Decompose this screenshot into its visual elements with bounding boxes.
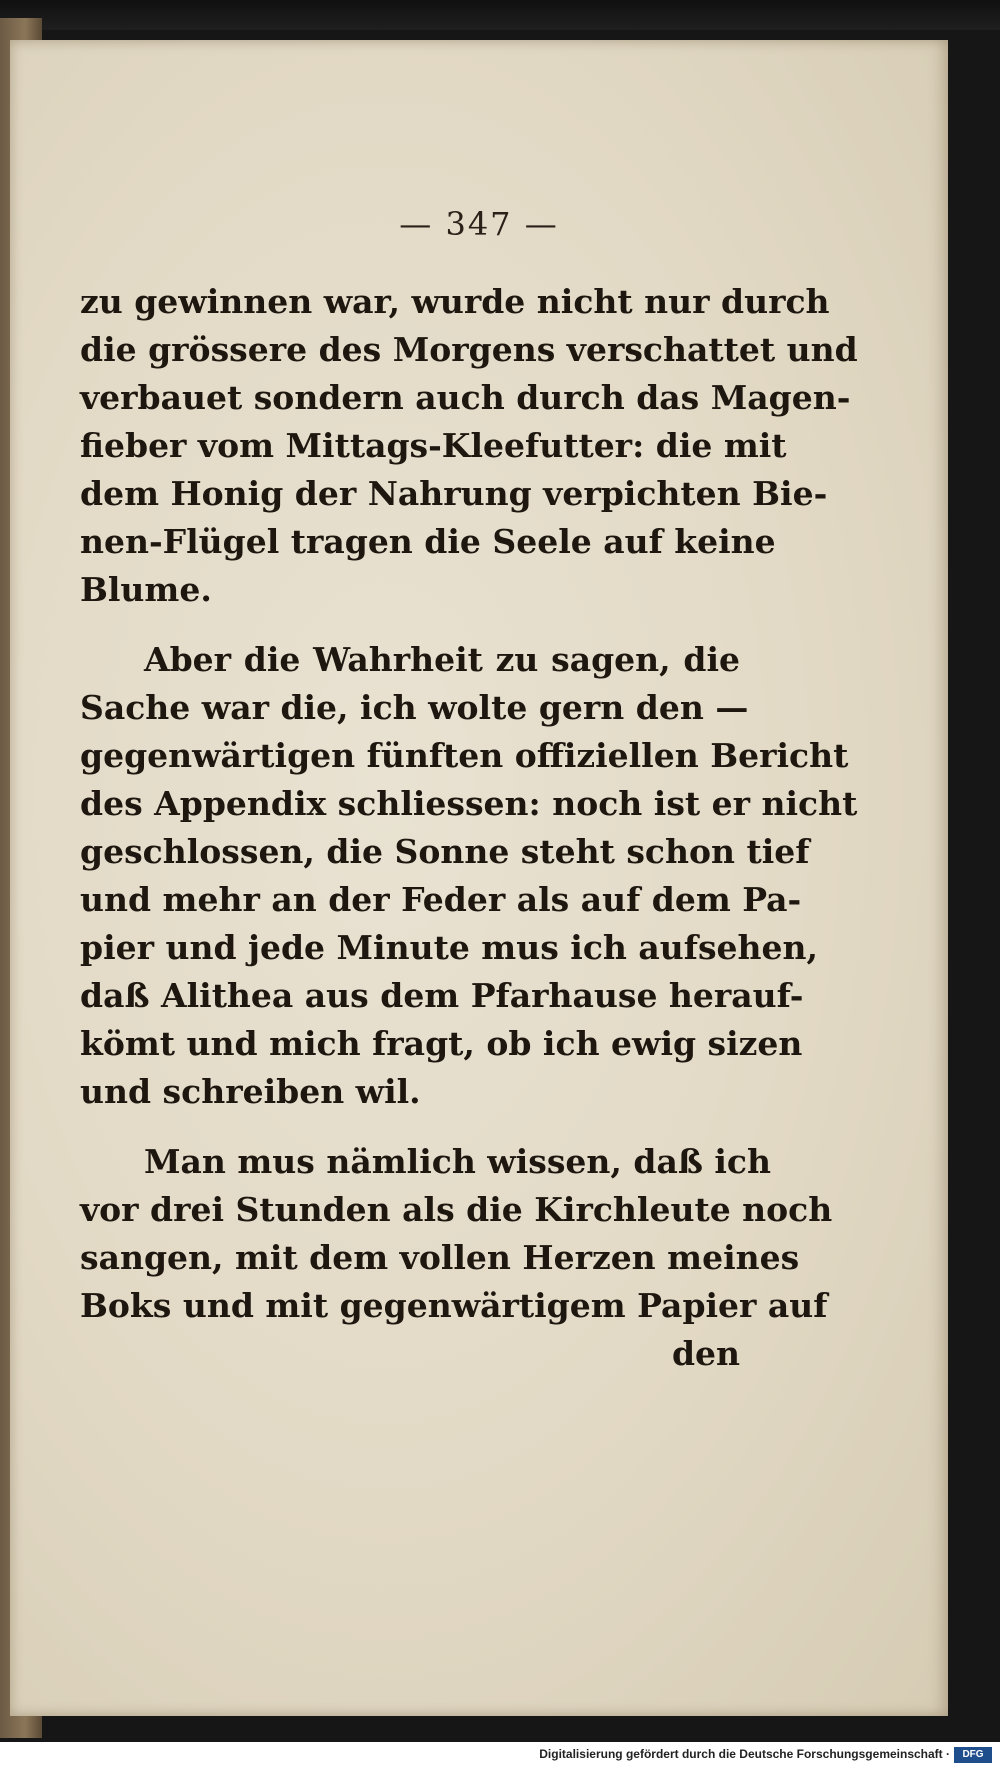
paragraph-1	[80, 278, 858, 614]
scan-top-edge	[0, 0, 1000, 30]
footer-credit: Digitalisierung gefördert durch die Deutsche Forschungsgemeinschaft ·	[539, 1747, 950, 1761]
text-line: nen-Flügel tragen die Seele auf keine	[80, 522, 776, 561]
book-page	[10, 40, 948, 1716]
text-line: Blume.	[80, 570, 212, 609]
text-line: verbauet sondern auch durch das Magen-	[80, 378, 851, 417]
text-line: und mehr an der Feder als auf dem Pa-	[80, 880, 802, 919]
text-line: pier und jede Minute mus ich aufsehen,	[80, 928, 819, 967]
text-line: Aber die Wahrheit zu sagen, die	[144, 640, 740, 679]
catchword: den	[671, 1334, 740, 1373]
text-line: und schreiben wil.	[80, 1072, 421, 1111]
text-line: des Appendix schliessen: noch ist er nicht	[80, 784, 858, 823]
text-line: Sache war die, ich wolte gern den —	[80, 688, 749, 727]
text-line: fieber vom Mittags-Kleefutter: die mit	[80, 426, 787, 465]
text-line: vor drei Stunden als die Kirchleute noch	[80, 1190, 833, 1229]
page-number: — 347 —	[399, 205, 559, 243]
text-line: dem Honig der Nahrung verpichten Bie-	[80, 474, 828, 513]
page-text	[80, 278, 858, 1378]
paragraph-3	[80, 1138, 833, 1378]
text-line: gegenwärtigen fünften offiziellen Bericht	[80, 736, 849, 775]
digitization-footer	[0, 1742, 1000, 1769]
text-line: daß Alithea aus dem Pfarhause herauf-	[80, 976, 804, 1015]
text-line: sangen, mit dem vollen Herzen meines	[80, 1238, 800, 1277]
text-line: zu gewinnen war, wurde nicht nur durch	[80, 282, 830, 321]
text-line: geschlossen, die Sonne steht schon tief	[80, 832, 810, 871]
paragraph-2	[80, 636, 858, 1116]
dfg-logo: DFG	[954, 1747, 992, 1763]
text-line: kömt und mich fragt, ob ich ewig sizen	[80, 1024, 803, 1063]
text-line: Man mus nämlich wissen, daß ich	[144, 1142, 772, 1181]
text-line: Boks und mit gegenwärtigem Papier auf	[80, 1286, 828, 1325]
text-line: die grössere des Morgens verschattet und	[80, 330, 858, 369]
